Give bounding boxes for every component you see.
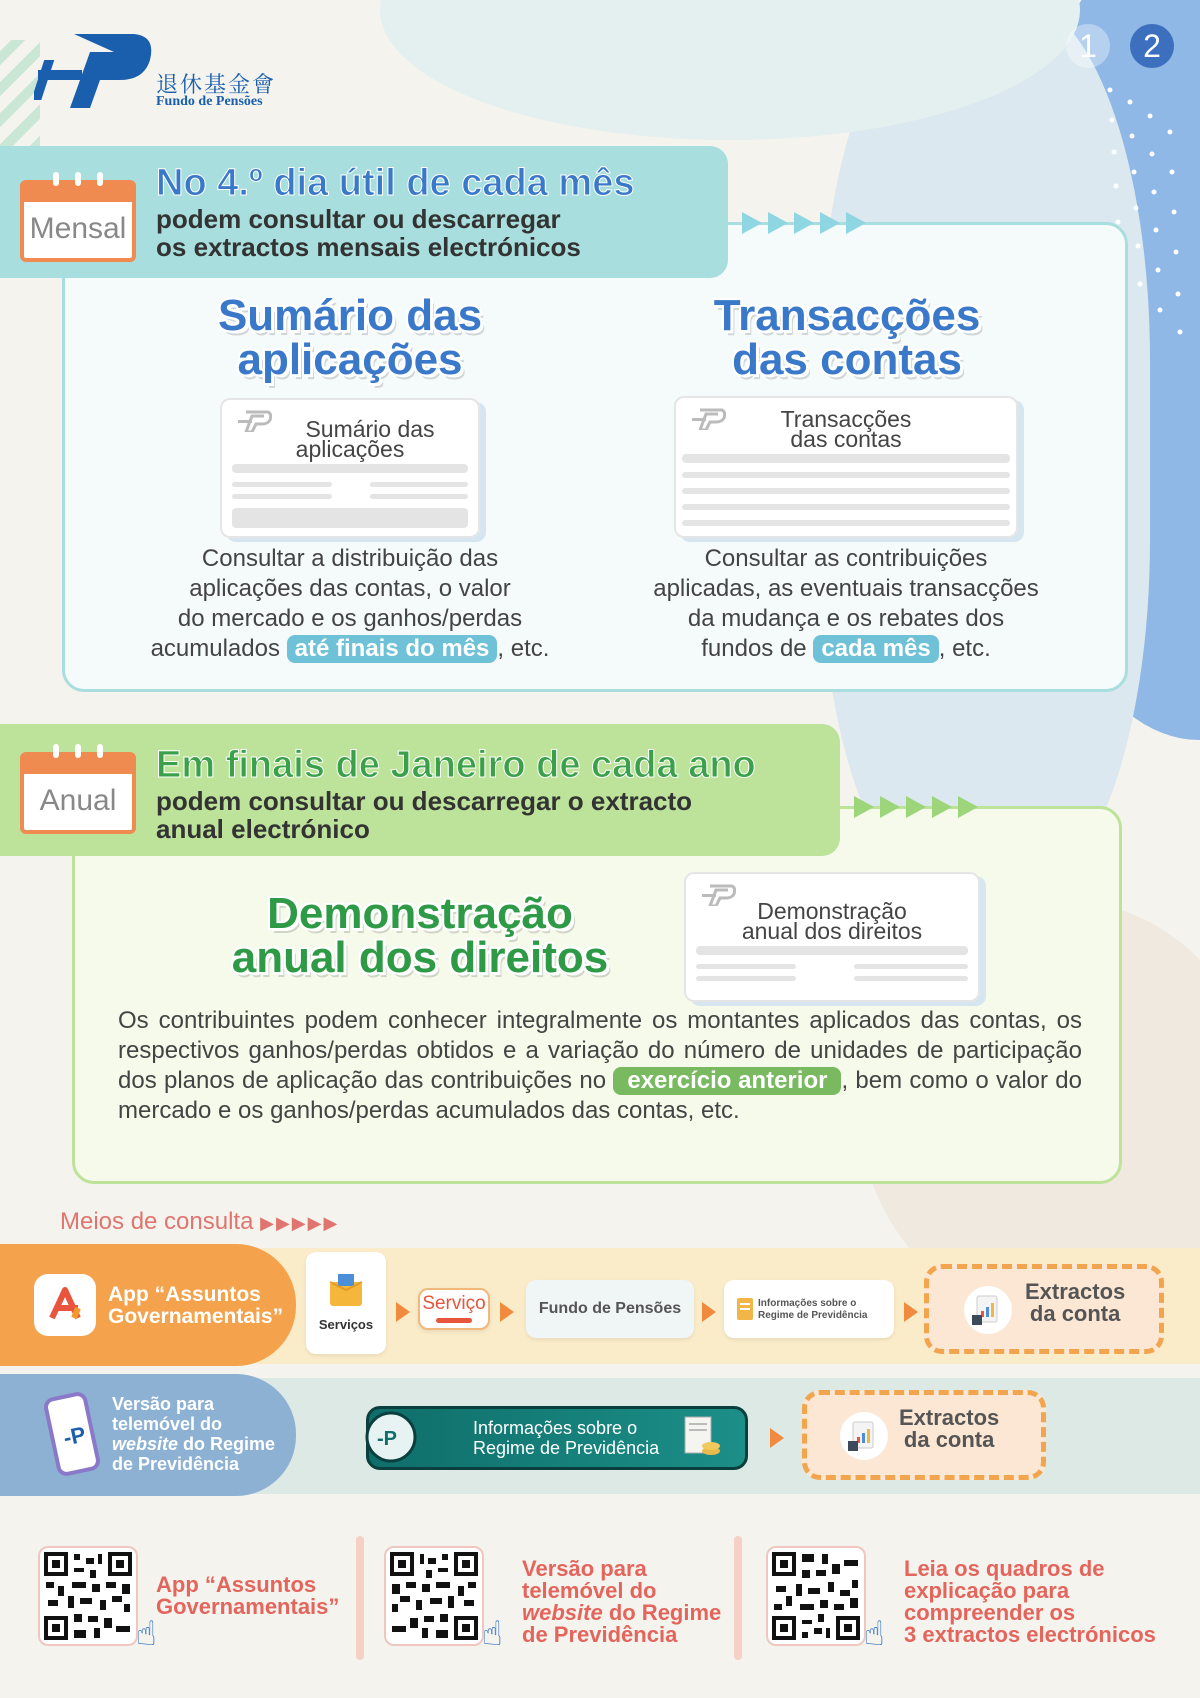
- transactions-desc-line-2: aplicadas, as eventuais transacções: [653, 575, 1039, 602]
- statements-line-2: da conta: [903, 1427, 995, 1452]
- qr2-line-1: Versão para: [522, 1556, 647, 1581]
- summary-desc-line-1: Consultar a distribuição das: [201, 545, 499, 572]
- consult-title: [60, 1208, 339, 1236]
- calendar-icon-annual: [20, 752, 136, 834]
- doc-line: [696, 964, 796, 969]
- statement-document-icon: [839, 1411, 889, 1461]
- annual-arrows: [854, 796, 978, 818]
- calendar-icon-monthly: [20, 180, 136, 262]
- transactions-title: [647, 291, 1047, 384]
- transactions-desc-text: fundos de: [701, 635, 807, 662]
- doc-line: [370, 482, 468, 487]
- transactions-title-line-2: das contas: [732, 335, 962, 384]
- doc-line: [854, 964, 968, 969]
- calendar-label-annual: Anual: [39, 784, 117, 817]
- annual-desc-part-1: Os contribuintes podem conhecer integralmente os montantes aplicados das contas, os respectivos ganhos/perdas obtidos e a variação do número de unidades de participação dos planos de aplicação das contribuições no: [118, 1007, 1082, 1094]
- qr3-line-3: compreender os: [904, 1600, 1076, 1625]
- annual-description: [118, 1006, 1082, 1126]
- web-label-line-2: telemóvel do: [112, 1414, 223, 1434]
- summary-description: [100, 544, 600, 664]
- qr-code-icon: [386, 1548, 482, 1644]
- statements-line-1: Extractos: [1025, 1279, 1126, 1304]
- arrow-icon: [904, 1302, 918, 1322]
- consult-arrows-icon: ▶▶▶▶▶: [260, 1213, 340, 1233]
- summary-desc-etc: , etc.: [497, 635, 550, 662]
- qr-label-mobile-website: [522, 1558, 721, 1646]
- divider: [734, 1536, 742, 1660]
- app-row-label: [108, 1284, 283, 1328]
- qr3-line-2: explicação para: [904, 1578, 1070, 1603]
- account-statements-label-web: [899, 1407, 999, 1451]
- qr-code-explanations[interactable]: [766, 1546, 866, 1646]
- fundo-pensoes-label: Fundo de Pensões: [538, 1300, 682, 1317]
- annual-title-line-2: anual dos direitos: [231, 933, 609, 982]
- summary-title-line-2: aplicações: [237, 335, 463, 384]
- transactions-title-line-1: Transacções: [713, 291, 981, 340]
- servico-underline: [436, 1318, 472, 1323]
- doc-line: [682, 488, 1010, 494]
- annual-doc-title-1: Demonstração: [757, 898, 907, 924]
- doc-line: [232, 494, 332, 499]
- summary-desc-line-4: [100, 634, 600, 664]
- web-label-line-3: [112, 1434, 275, 1454]
- app-label-line-2: Governamentais”: [108, 1305, 284, 1328]
- divider: [356, 1536, 364, 1660]
- info-regime-label: [758, 1298, 868, 1322]
- annual-document-thumbnail: [684, 872, 980, 1002]
- fundo-pensoes-step[interactable]: [526, 1280, 694, 1338]
- web-label-line-1: Versão para: [112, 1394, 215, 1414]
- svg-text:-P: -P: [377, 1428, 397, 1450]
- document-coins-icon: [681, 1415, 721, 1461]
- web-label-website: website: [112, 1434, 179, 1454]
- hand-pointer-icon: ☝: [136, 1615, 157, 1653]
- highlight-each-month: cada mês: [813, 635, 938, 663]
- servico-label: Serviço: [422, 1293, 486, 1314]
- annual-subline-2: anual electrónico: [156, 814, 370, 844]
- doc-line: [682, 472, 1010, 478]
- annual-desc-part-2: , bem como o valor do mercado e os ganhos/perdas acumulados das contas, etc.: [118, 1067, 1082, 1124]
- qr-code-icon: [40, 1548, 136, 1644]
- doc-line: [370, 494, 468, 499]
- mobile-phone-icon: [44, 1392, 100, 1478]
- info-regime-line-2: Regime de Previdência: [758, 1310, 868, 1321]
- qr-code-gov-app[interactable]: [38, 1546, 138, 1646]
- transactions-desc-etc: , etc.: [938, 635, 991, 662]
- services-label: Serviços: [318, 1317, 374, 1332]
- highlight-end-of-month: até finais do mês: [287, 635, 498, 663]
- doc-line: [682, 504, 1010, 510]
- transactions-desc-line-4: [596, 634, 1096, 664]
- qr2-line-4: de Previdência: [522, 1622, 678, 1647]
- svg-text:-P: -P: [61, 1421, 88, 1451]
- summary-title: [150, 291, 550, 384]
- transactions-doc-title-1: Transacções: [780, 406, 912, 432]
- gov-app-icon[interactable]: [34, 1274, 96, 1336]
- qr-label-explanations: [904, 1558, 1156, 1646]
- annual-statement-title: [190, 889, 650, 982]
- qr-code-icon: [768, 1548, 864, 1644]
- doc-line: [696, 946, 968, 955]
- transactions-desc-line-1: Consultar as contribuições: [704, 545, 988, 572]
- summary-title-line-1: Sumário das: [217, 291, 483, 340]
- summary-desc-line-3: do mercado e os ganhos/perdas: [177, 605, 523, 632]
- summary-doc-title-2: aplicações: [295, 436, 405, 462]
- qr1-line-2: Governamentais”: [156, 1594, 340, 1619]
- qr2-line-3: [522, 1602, 721, 1624]
- annual-title-line-1: Demonstração: [267, 889, 573, 938]
- gov-app-logo-icon: [34, 1274, 96, 1336]
- org-name-chinese: 退休基金會: [156, 73, 277, 98]
- transactions-doc-title-2: das contas: [790, 426, 902, 452]
- servico-step[interactable]: [418, 1288, 490, 1330]
- web-button-line-1: Informações sobre o: [473, 1418, 638, 1438]
- arrow-icon: [396, 1302, 410, 1322]
- transactions-desc-line-3: da mudança e os rebates dos: [687, 605, 1005, 632]
- summary-doc-title-1: Sumário das: [305, 416, 435, 442]
- qr1-line-1: App “Assuntos: [156, 1572, 317, 1597]
- account-statements-button-web[interactable]: [802, 1390, 1046, 1480]
- org-name-portuguese: Fundo de Pensões: [156, 94, 263, 109]
- fundo-de-pensoes-logo-icon: [34, 30, 154, 110]
- doc-line: [696, 976, 796, 981]
- qr2-line-2: telemóvel do: [522, 1578, 657, 1603]
- web-label-line-4: de Previdência: [112, 1454, 240, 1474]
- transactions-document-thumbnail: [674, 396, 1018, 538]
- page-number-1[interactable]: 1: [1066, 24, 1110, 68]
- web-label-regime: do Regime: [178, 1434, 276, 1454]
- statements-line-1: Extractos: [899, 1405, 1000, 1430]
- monthly-subline-2: os extractos mensais electrónicos: [156, 232, 581, 262]
- qr-code-mobile-website[interactable]: [384, 1546, 484, 1646]
- annual-headline: Em finais de Janeiro de cada ano: [156, 744, 756, 786]
- web-row-label: [112, 1394, 275, 1474]
- qr3-line-4: 3 extractos electrónicos: [904, 1622, 1156, 1647]
- doc-line: [232, 508, 468, 528]
- web-button-line-2: Regime de Previdência: [473, 1438, 660, 1458]
- qr3-line-1: Leia os quadros de: [904, 1556, 1105, 1581]
- calendar-label-monthly: Mensal: [29, 212, 127, 245]
- arrow-icon: [770, 1428, 784, 1448]
- doc-line: [854, 976, 968, 981]
- annual-doc-title-2: anual dos direitos: [741, 918, 923, 944]
- arrow-icon: [500, 1302, 514, 1322]
- info-regime-web-label: [473, 1418, 659, 1458]
- magnifier-logo-icon: [361, 1407, 423, 1469]
- account-statements-button-app[interactable]: [924, 1264, 1164, 1354]
- page-number-2[interactable]: 2: [1130, 24, 1174, 68]
- monthly-headline: No 4.º dia útil de cada mês: [156, 162, 635, 204]
- doc-line: [682, 520, 1010, 526]
- info-regime-step[interactable]: [724, 1280, 894, 1338]
- services-box-icon: [324, 1268, 368, 1312]
- info-regime-line-1: Informações sobre o: [758, 1298, 857, 1309]
- summary-document-thumbnail: [220, 398, 480, 538]
- monthly-arrows: [742, 212, 866, 234]
- highlight-previous-year: exercício anterior: [613, 1067, 841, 1095]
- account-statements-label-app: [1025, 1281, 1125, 1325]
- doc-line: [232, 482, 332, 487]
- consult-title-text: Meios de consulta: [60, 1208, 254, 1235]
- annual-subline-1: podem consultar ou descarregar o extracto: [156, 786, 693, 816]
- hand-pointer-icon: ☝: [864, 1615, 885, 1653]
- arrow-icon: [702, 1302, 716, 1322]
- qr2-website: website: [522, 1600, 603, 1625]
- statement-document-icon: [963, 1285, 1013, 1335]
- summary-desc-text: acumulados: [150, 635, 280, 662]
- qr-label-gov-app: [156, 1574, 339, 1618]
- monthly-subline-1: podem consultar ou descarregar: [156, 204, 561, 234]
- summary-desc-line-2: aplicações das contas, o valor: [189, 575, 511, 602]
- hand-pointer-icon: ☝: [482, 1615, 503, 1653]
- doc-line: [682, 454, 1010, 463]
- statements-line-2: da conta: [1029, 1301, 1121, 1326]
- doc-line: [232, 464, 468, 473]
- app-label-line-1: App “Assuntos: [108, 1283, 261, 1306]
- qr2-regime: do Regime: [602, 1600, 722, 1625]
- document-icon: [736, 1297, 756, 1321]
- services-step[interactable]: [306, 1252, 386, 1354]
- info-regime-web-button[interactable]: [366, 1406, 748, 1470]
- transactions-description: [596, 544, 1096, 664]
